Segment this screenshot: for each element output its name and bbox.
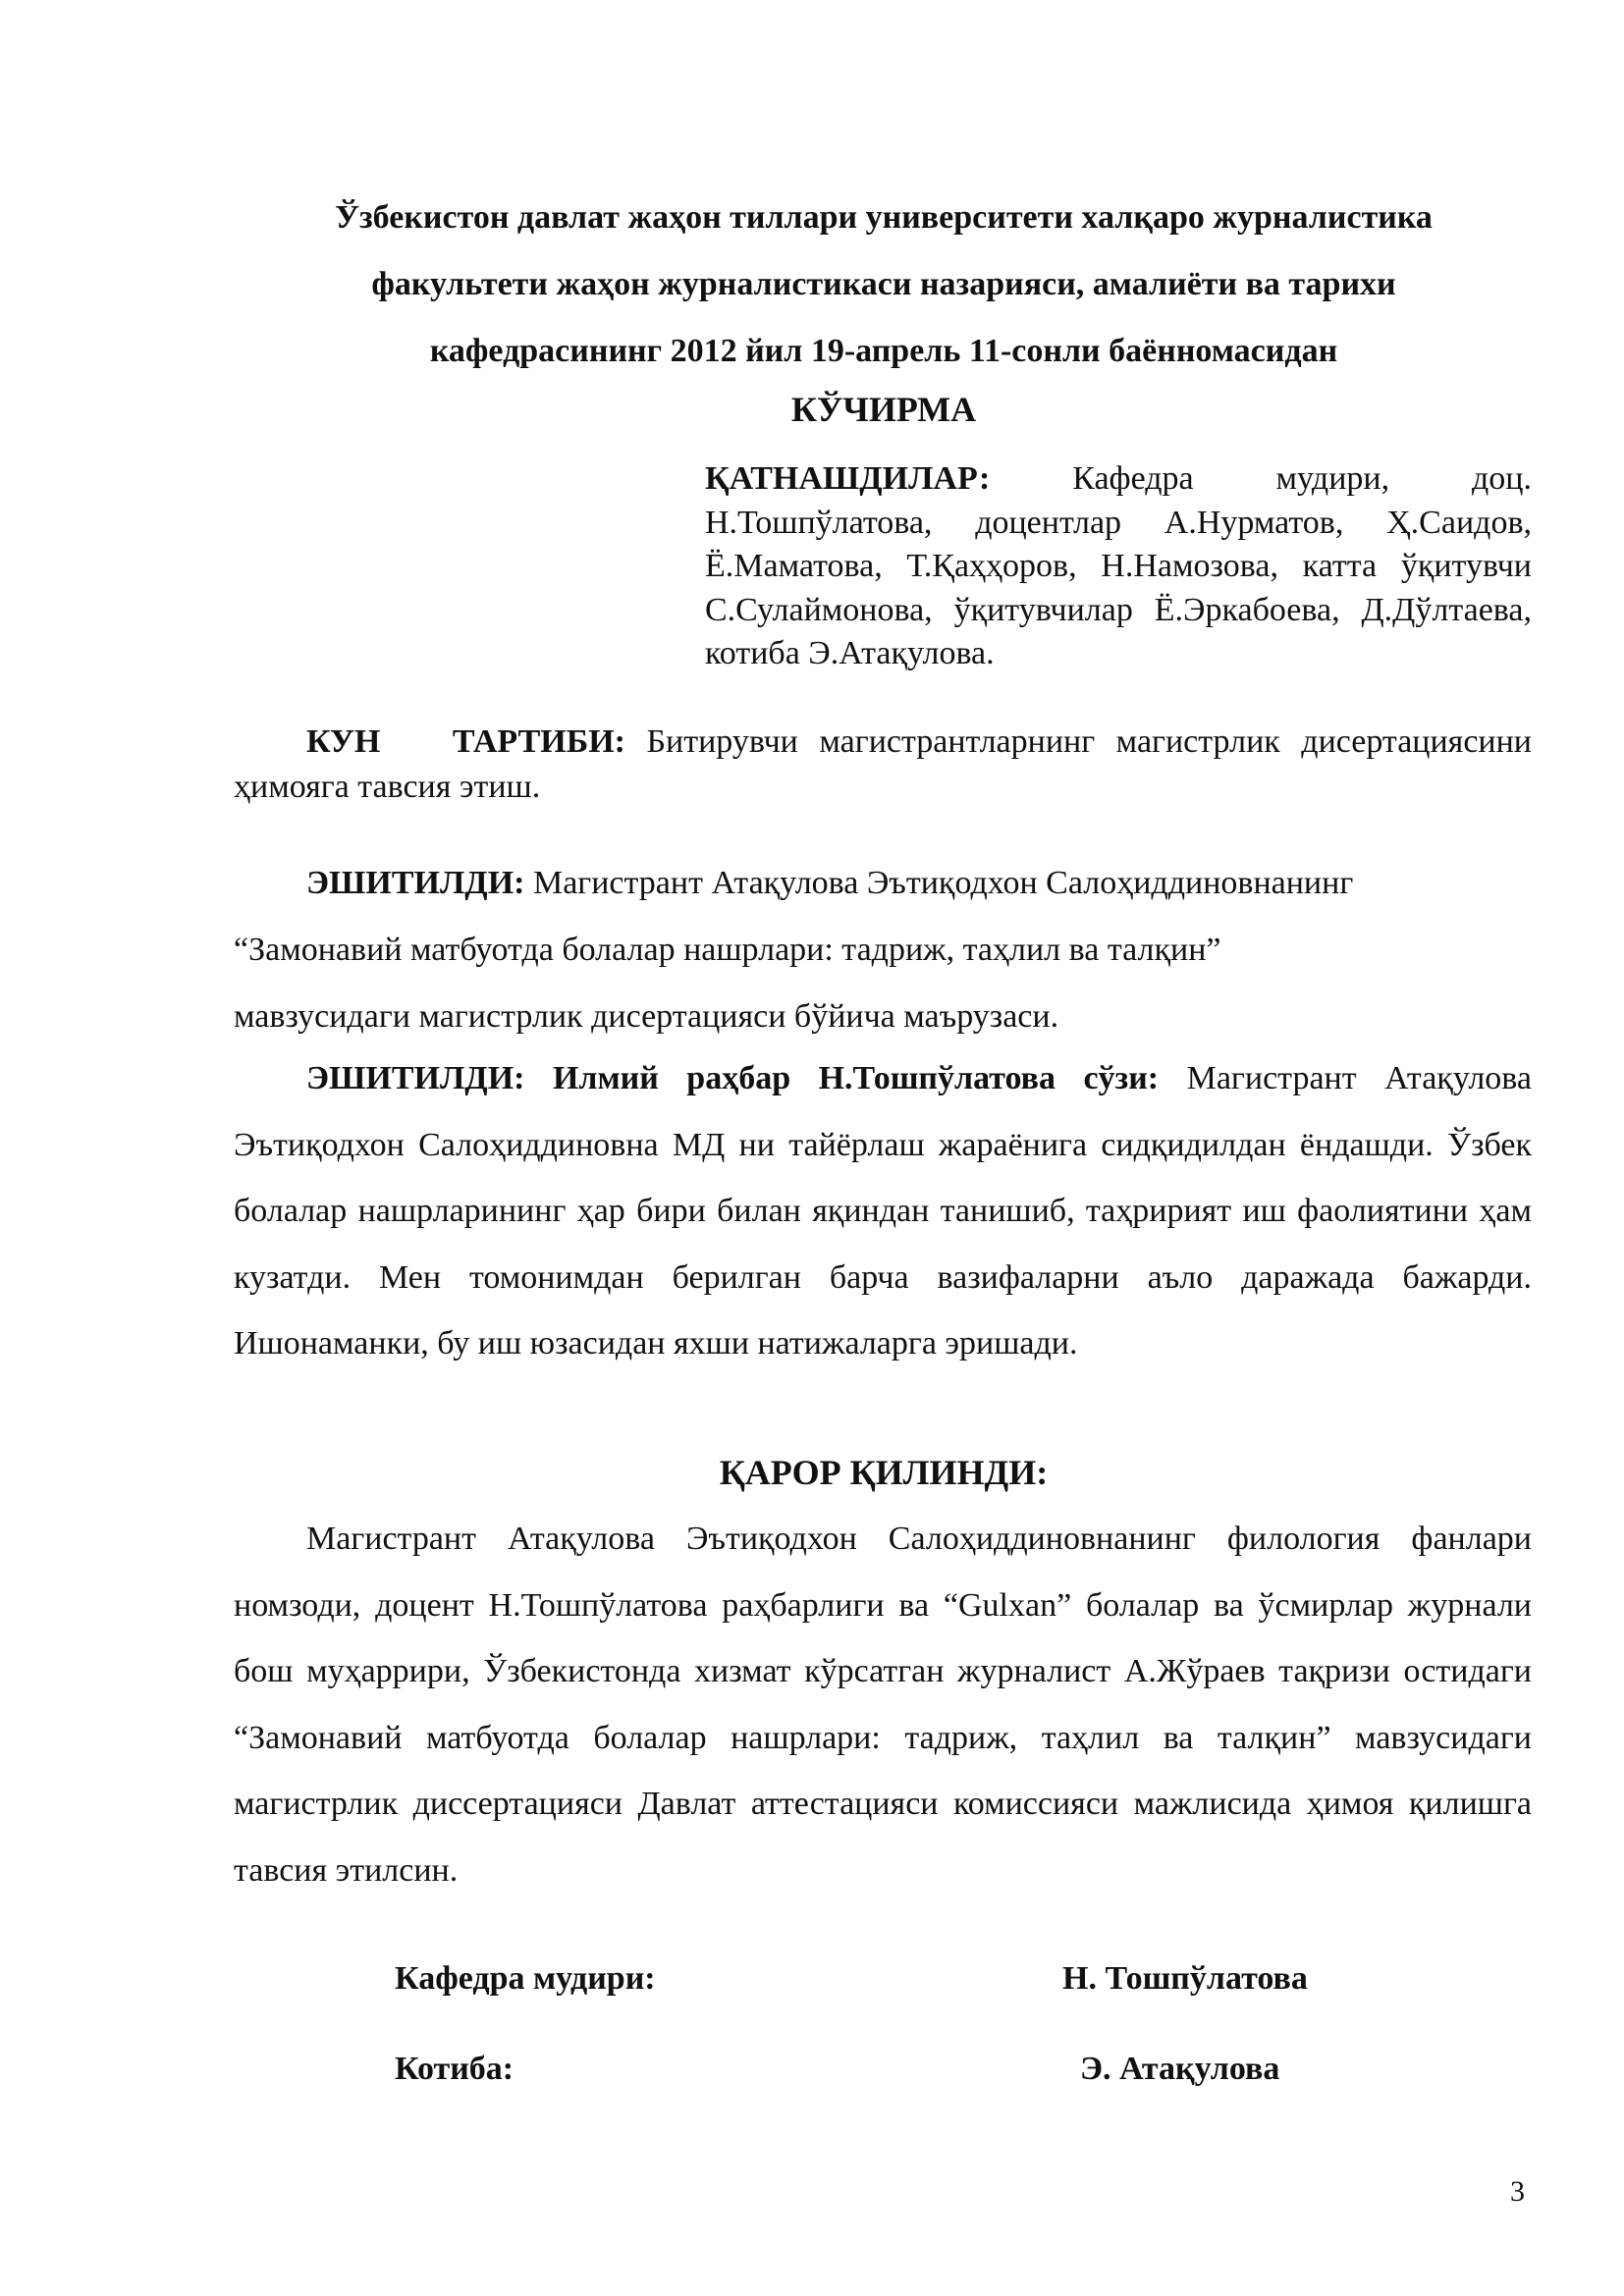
agenda-label: КУН ТАРТИБИ: <box>306 723 625 760</box>
heard-1-label: ЭШИТИЛДИ: <box>306 865 525 901</box>
heard-1-line-1: Магистрант Атақулова Эътиқодхон Салоҳиддиновнанинг <box>524 865 1354 901</box>
document-header <box>236 185 1532 385</box>
agenda-text: Битирувчи магистрантларнинг магистрлик дисертациясини ҳимояга тавсия этиш. <box>234 723 1533 805</box>
head-of-department-label: Кафедра мудири: <box>395 1960 656 1997</box>
participants-text: Кафедра мудири, доц. Н.Тошпўлатова, доцентлар А.Нурматов, Ҳ.Саидов, Ё.Маматова, Т.Қаҳҳоров, Н.Намозова, катта ўқитувчи С.Сулаймонова, ўқитувчилар Ё.Эркабоева, Д.Дўлтаева, котиба Э.Атақулова. <box>705 460 1532 671</box>
heard-1-line-2: “Замонавий матбуотда болалар нашрлари: тадриж, таҳлил ва талқин” <box>234 932 1221 968</box>
page-number: 3 <box>1510 2175 1525 2208</box>
secretary-name: Э. Атақулова <box>1080 2051 1280 2087</box>
header-line-3: кафедрасининг 2012 йил 19-апрель 11-сонли баённомасидан <box>429 333 1338 369</box>
extract-title: КЎЧИРМА <box>790 390 977 429</box>
heard-2-text: Магистрант Атақулова Эътиқодхон Салоҳиддиновна МД ни тайёрлаш жараёнига сидқидилдан ёндашди. Ўзбек болалар нашрларининг ҳар бири билан яқиндан танишиб, таҳририят иш фаолиятини ҳам кузатди. Мен томонимдан берилган барча вазифаларни аъло даражада бажарди. Ишонаманки, бу иш юзасидан яхши натижаларга эришади. <box>234 1060 1532 1362</box>
header-line-2: факультети жаҳон журналистикаси назарияси, амалиёти ва тарихи <box>371 266 1396 302</box>
decision-title: ҚАРОР ҚИЛИНДИ: <box>719 1453 1049 1492</box>
participants-label: ҚАТНАШДИЛАР: <box>705 460 991 497</box>
heard-1-line-3: мавзусидаги магистрлик дисертацияси бўйича маърузаси. <box>234 998 1059 1035</box>
heard-1-first-line <box>234 850 1532 917</box>
heard-paragraph-2 <box>234 1045 1532 1377</box>
heard-2-label: ЭШИТИЛДИ: Илмий раҳбар Н.Тошпўлатова сўзи: <box>306 1060 1160 1096</box>
agenda-paragraph <box>234 720 1532 810</box>
decision-paragraph: Магистрант Атақулова Эътиқодхон Салоҳиддиновнанинг филология фанлари номзоди, доцент Н.Тошпўлатова раҳбарлиги ва “Gulxan” болалар ва ўсмирлар журнали бош муҳаррири, Ўзбекистонда хизмат кўрсатган журналист А.Жўраев тақризи остидаги “Замонавий матбуотда болалар нашрлари: тадриж, таҳлил ва талқин” мавзусидаги магистрлик диссертацияси Давлат аттестацияси комиссияси мажлисида ҳимоя қилишга тавсия этилсин. <box>234 1521 1532 1889</box>
participants-block <box>705 457 1532 676</box>
heard-paragraph-1 <box>234 850 1532 1050</box>
header-line-1: Ўзбекистон давлат жаҳон тиллари университети халқаро журналистика <box>335 199 1433 236</box>
head-of-department-name: Н. Тошпўлатова <box>1062 1960 1308 1997</box>
secretary-label: Котиба: <box>395 2051 514 2087</box>
